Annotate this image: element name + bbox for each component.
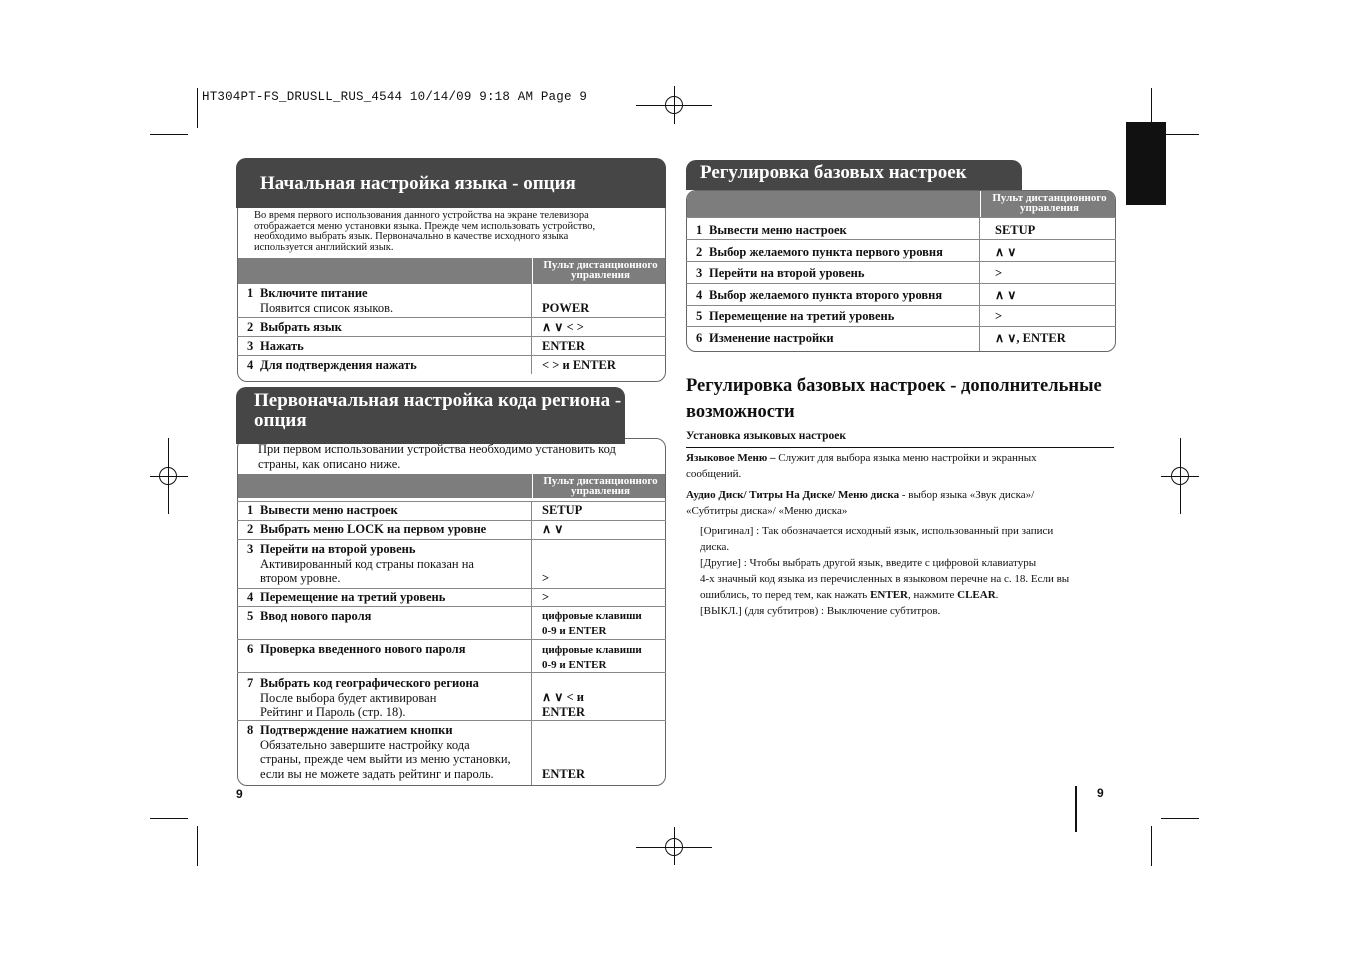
section-thumb-tab: [1126, 122, 1166, 205]
page-number-left: 9: [236, 787, 243, 801]
page-number-right: 9: [1097, 786, 1104, 800]
region-section-title: Первоначальная настройка кода региона - опция: [236, 387, 625, 444]
language-settings-subtitle: Установка языковых настроек: [686, 430, 846, 442]
lang-intro-text: Во время первого использования данного устройства на экране телевизора отображается меню установки языка. Прежде чем использовать устройство, необходимо выбрать язык. Первоначально в качестве исходного языка используется английский язык.: [254, 210, 596, 253]
region-intro-text: При первом использовании устройства необходимо установить код страны, как описано ниже.: [258, 442, 616, 471]
audio-disc-paragraph: Аудио Диск/ Титры На Диске/ Меню диска - выбор языка «Звук диска»/ «Субтитры диска»/ «Меню диска»: [686, 489, 1035, 517]
language-options: [Оригинал] : Так обозначается исходный язык, использованный при записи диска. [Другие] : Чтобы выбрать другой язык, введите с цифровой клавиатуры 4-х значный код языка из перечисленных в языковом перечне на с. 18. Если вы ошиблись, то перед тем, как нажать ENTER, нажмите CLEAR. [ВЫКЛ.] (для субтитров) : Выключение субтитров.: [700, 525, 1070, 617]
language-menu-paragraph: Языковое Меню – Служит для выбора языка меню настройки и экранных сообщений.: [686, 452, 1037, 480]
basic-section-title: Регулировка базовых настроек: [686, 160, 1022, 190]
extra-section-title: Регулировка базовых настроек - дополнительные возможности: [686, 376, 1102, 422]
basic-setup-box: Пульт дистанционного управления: [686, 190, 1116, 352]
lang-setup-box: Пульт дистанционного управления: [237, 200, 666, 382]
print-header: HT304PT-FS_DRUSLL_RUS_4544 10/14/09 9:18 AM Page 9: [202, 90, 588, 104]
region-setup-box: Пульт дистанционного управления: [237, 438, 666, 786]
lang-section-title: Начальная настройка языка - опция: [236, 158, 666, 208]
